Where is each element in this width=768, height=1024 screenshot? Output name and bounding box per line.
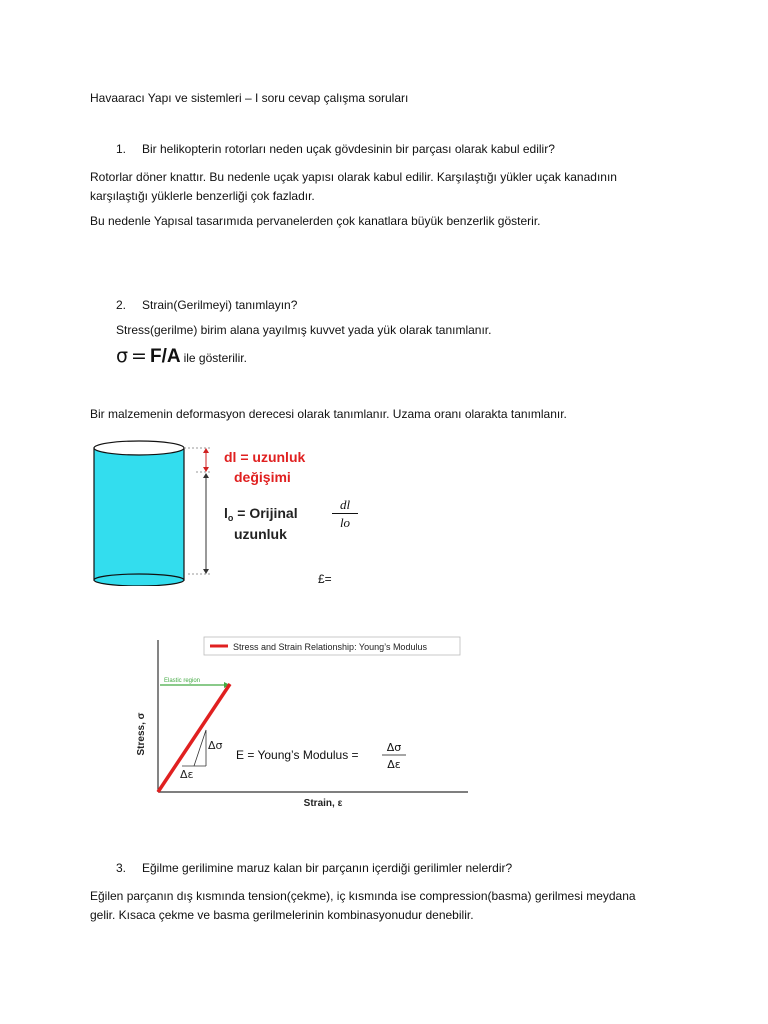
- lo-letter: l: [224, 505, 228, 521]
- strain-definition: Bir malzemenin deformasyon derecesi olarak tanımlanır. Uzama oranı olarakta tanımlanır.: [90, 407, 567, 421]
- equals-sign: =: [131, 345, 147, 367]
- delta-sigma-annotation: Δσ: [208, 739, 223, 752]
- equation-numerator: Δσ: [386, 741, 402, 754]
- answer-3: [90, 887, 680, 925]
- delta-epsilon-annotation: Δε: [180, 768, 194, 781]
- lo-arrow-up: [203, 473, 209, 478]
- answer-1-line-3: Bu nedenle Yapısal tasarımıda pervanelerden çok kanatlara büyük benzerlik gösterir.: [90, 214, 541, 228]
- cylinder-body: [94, 448, 184, 580]
- lo-label-line-1: [224, 505, 298, 523]
- x-axis-label: Strain, ε: [303, 798, 343, 809]
- question-1-text: Bir helikopterin rotorları neden uçak gövdesinin bir parçası olarak kabul edilir?: [142, 142, 555, 156]
- lo-subscript: o: [227, 513, 234, 523]
- stress-definition: Stress(gerilme) birim alana yayılmış kuvvet yada yük olarak tanımlanır.: [116, 323, 492, 337]
- lo-label-line-2: uzunluk: [234, 526, 287, 542]
- sigma-symbol: σ: [116, 345, 129, 367]
- lo-arrow-down: [203, 569, 209, 574]
- dl-label-line-1: dl = uzunluk: [224, 449, 306, 465]
- force-over-area: F/A: [149, 346, 181, 367]
- stress-strain-chart: [128, 632, 478, 812]
- fraction-denominator: lo: [339, 515, 351, 530]
- question-3-number: 3.: [116, 861, 127, 875]
- question-1: [116, 141, 555, 158]
- answer-3-line-2: gelir. Kısaca çekme ve basma gerilmelerinin kombinasyonudur denebilir.: [90, 908, 474, 922]
- lo-label-rest: = Orijinal: [233, 505, 298, 521]
- formula-caption: ile gösterilir.: [183, 351, 247, 365]
- question-2-number: 2.: [116, 298, 127, 312]
- legend-label: Stress and Strain Relationship: Young’s Modulus: [233, 642, 427, 652]
- question-2-text: Strain(Gerilmeyi) tanımlayın?: [142, 298, 298, 312]
- stress-formula: [116, 345, 247, 368]
- question-3-text: Eğilme gerilimine maruz kalan bir parçanın içerdiği gerilimler nelerdir?: [142, 861, 513, 875]
- series-line-youngs-modulus: [158, 684, 230, 792]
- cylinder-figure: [88, 436, 350, 586]
- equation-denominator: Δε: [387, 758, 401, 771]
- strain-fraction: [332, 497, 358, 530]
- youngs-modulus-equation: E = Young’s Modulus =: [236, 748, 359, 762]
- answer-1-line-2: karşılaştığı yüklerle benzerliği çok fazladır.: [90, 189, 315, 203]
- strain-symbol: £=: [318, 572, 332, 586]
- question-1-number: 1.: [116, 142, 127, 156]
- answer-1: [90, 168, 680, 231]
- cylinder-top: [94, 441, 184, 455]
- document-title: Havaaracı Yapı ve sistemleri – I soru cevap çalışma soruları: [90, 91, 409, 105]
- dl-label-line-2: değişimi: [234, 469, 291, 485]
- fraction-bar: [332, 513, 358, 514]
- answer-3-line-1: Eğilen parçanın dış kısmında tension(çekme), iç kısmında ise compression(basma) gerilmesi meydana: [90, 889, 636, 903]
- answer-1-line-1: Rotorlar döner knattır. Bu nedenle uçak yapısı olarak kabul edilir. Karşılaştığı yükler uçak kanadının: [90, 170, 617, 184]
- fraction-numerator: dl: [339, 497, 351, 512]
- elastic-region-label: Elastic region: [164, 678, 201, 684]
- question-2: [116, 297, 297, 314]
- dl-arrow-up: [203, 448, 209, 453]
- y-axis-label: Stress, σ: [136, 712, 147, 756]
- cylinder-bottom: [94, 574, 184, 586]
- dl-arrow-down: [203, 467, 209, 472]
- question-3: [116, 860, 512, 877]
